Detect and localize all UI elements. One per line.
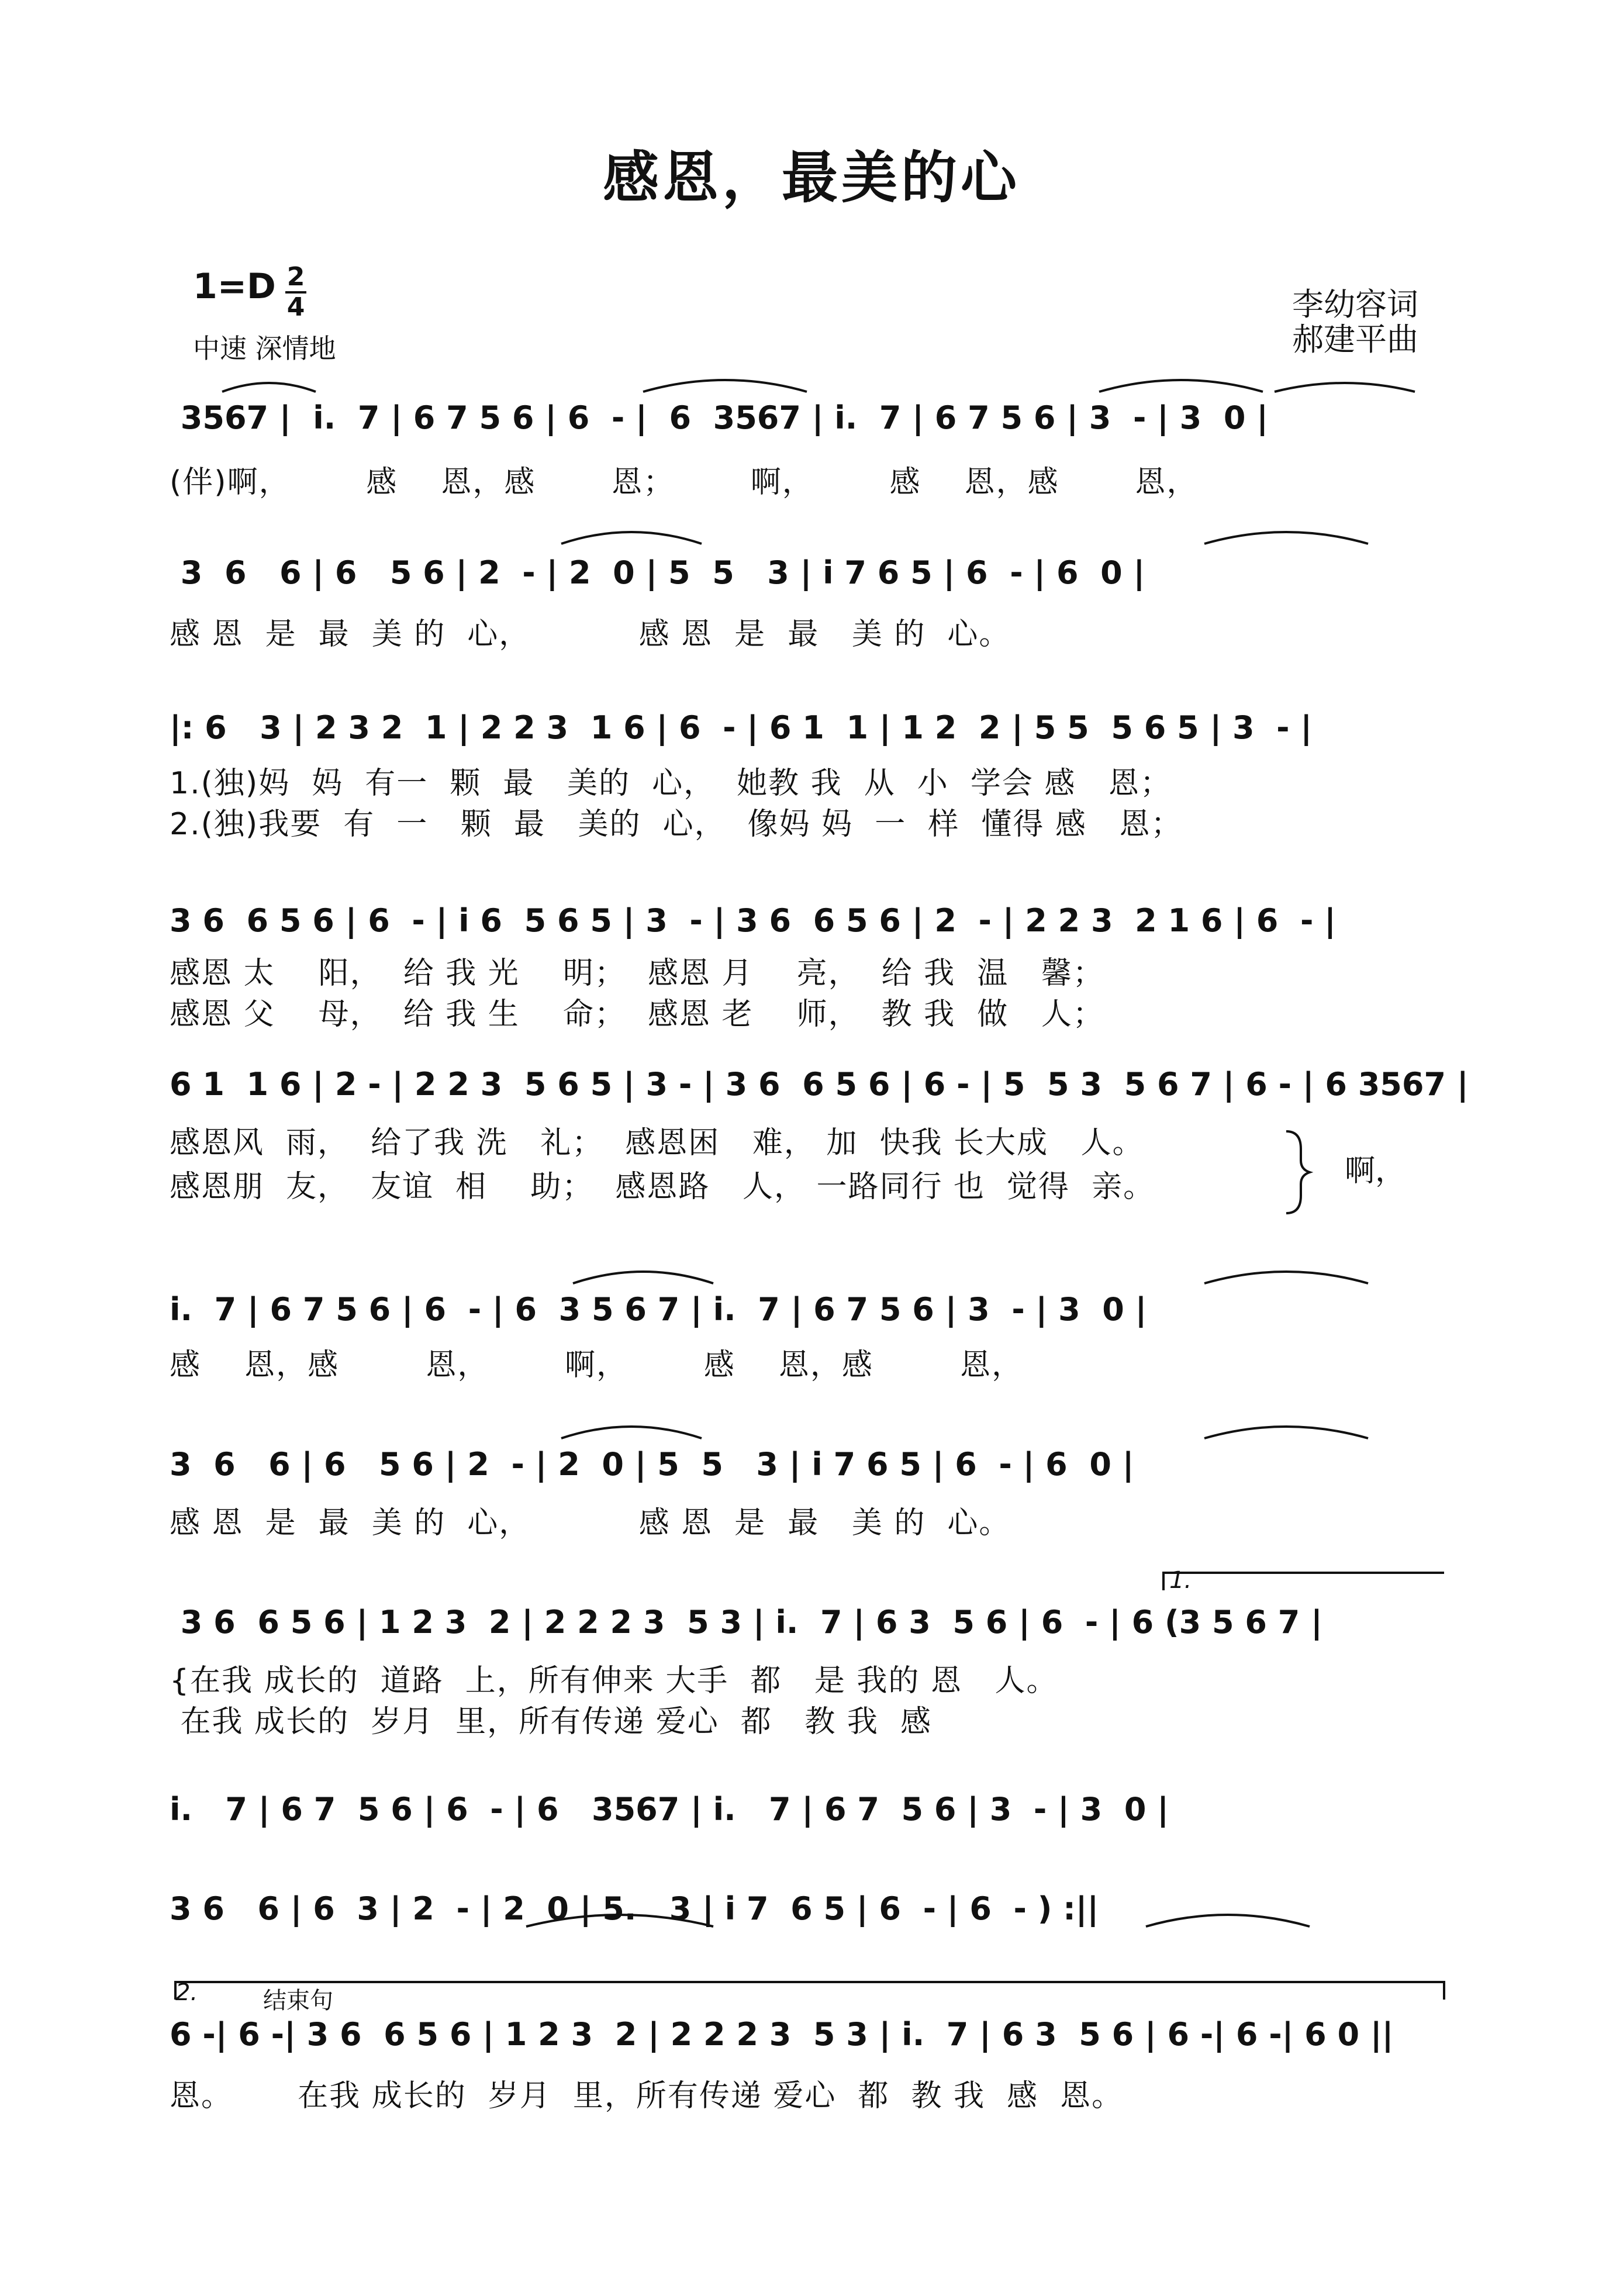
notation-line-6: i. 7 | 6 7 5 6 | 6 - | 6 3 5 6 7 | i. 7 | 6 7 5 6 | 3 - | 3 0 | <box>170 1291 1147 1328</box>
notation-line-4: 3 6 6 5 6 | 6 - | i 6 5 6 5 | 3 - | 3 6 6 5 6 | 2 - | 2 2 3 2 1 6 | 6 - | <box>170 902 1336 939</box>
time-signature-top: 2 <box>286 262 305 292</box>
slur <box>1275 383 1415 392</box>
slur <box>1204 1427 1368 1438</box>
lyric-line-11: 恩。 在我 成长的 岁月 里，所有传递 爱心 都 教 我 感 恩。 <box>170 2079 1124 2114</box>
slur <box>1146 1915 1310 1926</box>
slur <box>526 1915 713 1926</box>
notation-line-2: 3 6 6 | 6 5 6 | 2 - | 2 0 | 5 5 3 | i 7 6 5 | 6 - | 6 0 | <box>170 554 1145 591</box>
lyric-line-7: 感 恩 是 最 美 的 心， 感 恩 是 最 美 的 心。 <box>170 1506 1011 1541</box>
notation-line-3: |: 6 3 | 2 3 2 1 | 2 2 3 1 6 | 6 - | 6 1 1 | 1 2 2 | 5 5 5 6 5 | 3 - | <box>170 709 1313 746</box>
lyric-line-8b: 在我 成长的 岁月 里，所有传递 爱心 都 教 我 感 <box>170 1704 932 1739</box>
notation-line-8: 3 6 6 5 6 | 1 2 3 2 | 2 2 2 3 5 3 | i. 7 | 6 3 5 6 | 6 - | 6 (3 5 6 7 | <box>170 1604 1322 1641</box>
first-ending-bracket <box>1163 1573 1444 1590</box>
slur <box>561 532 702 544</box>
tempo-marking: 中速 深情地 <box>193 333 336 364</box>
lyric-line-5b: 感恩朋 友， 友谊 相 助； 感恩路 人， 一路同行 也 觉得 亲。 <box>170 1169 1155 1204</box>
notation-line-5: 6 1 1 6 | 2 - | 2 2 3 5 6 5 | 3 - | 3 6 6 5 6 | 6 - | 5 5 3 5 6 7 | 6 - | 6 3567 | <box>170 1066 1469 1103</box>
first-ending-label: 1. <box>1169 1567 1192 1594</box>
notation-line-10: 3 6 6 | 6 3 | 2 - | 2 0 | 5. 3 | i 7 6 5 | 6 - | 6 - ) :|| <box>170 1890 1099 1927</box>
notation-line-9: i. 7 | 6 7 5 6 | 6 - | 6 3567 | i. 7 | 6 7 5 6 | 3 - | 3 0 | <box>170 1791 1169 1828</box>
ending-phrase-label: 结束句 <box>263 1987 333 2014</box>
slur <box>1204 1272 1368 1283</box>
notation-line-11: 6 -| 6 -| 3 6 6 5 6 | 1 2 3 2 | 2 2 2 3 5 3 | i. 7 | 6 3 5 6 | 6 -| 6 -| 6 0 || <box>170 2016 1394 2053</box>
slur <box>561 1427 702 1438</box>
notation-line-1: 3567 | i. 7 | 6 7 5 6 | 6 - | 6 3567 | i. 7 | 6 7 5 6 | 3 - | 3 0 | <box>170 399 1268 436</box>
slur <box>573 1272 713 1283</box>
lyric-line-6: 感 恩，感 恩， 啊， 感 恩，感 恩， <box>170 1348 1024 1383</box>
lyric-line-8a: {在我 成长的 道路 上，所有伸来 大手 都 是 我的 恩 人。 <box>170 1663 1058 1698</box>
lyric-line-4a: 感恩 太 阳， 给 我 光 明； 感恩 月 亮， 给 我 温 馨； <box>170 956 1104 991</box>
lyricist-credit: 李幼容词 <box>1292 286 1418 323</box>
slur <box>222 383 316 392</box>
second-ending-label: 2. <box>175 1979 198 2006</box>
slur <box>1099 380 1263 392</box>
notation-line-7: 3 6 6 | 6 5 6 | 2 - | 2 0 | 5 5 3 | i 7 6 5 | 6 - | 6 0 | <box>170 1446 1134 1483</box>
second-ending-bracket <box>175 1982 1444 2000</box>
song-title: 感恩，最美的心 <box>603 145 1020 210</box>
lyric-line-5a: 感恩风 雨， 给了我 洗 礼； 感恩困 难， 加 快我 长大成 人。 <box>170 1125 1144 1161</box>
lyric-line-2: 感 恩 是 最 美 的 心， 感 恩 是 最 美 的 心。 <box>170 617 1011 652</box>
lyric-line-4b: 感恩 父 母， 给 我 生 命； 感恩 老 师， 教 我 做 人； <box>170 997 1104 1032</box>
side-lyric: 啊， <box>1345 1154 1406 1189</box>
composer-credit: 郝建平曲 <box>1292 321 1418 358</box>
lyric-line-3b: 2.(独)我要 有 一 颗 最 美的 心， 像妈 妈 一 样 懂得 感 恩； <box>170 807 1183 842</box>
lyric-line-3a: 1.(独)妈 妈 有一 颗 最 美的 心， 她教 我 从 小 学会 感 恩； <box>170 766 1172 801</box>
slur <box>643 380 807 392</box>
key-signature: 1=D <box>193 266 276 307</box>
lyric-line-1: (伴)啊， 感 恩，感 恩； 啊， 感 恩，感 恩， <box>170 465 1199 500</box>
time-signature-bottom: 4 <box>286 292 305 322</box>
lyric-brace <box>1286 1131 1310 1213</box>
slur <box>1204 532 1368 544</box>
